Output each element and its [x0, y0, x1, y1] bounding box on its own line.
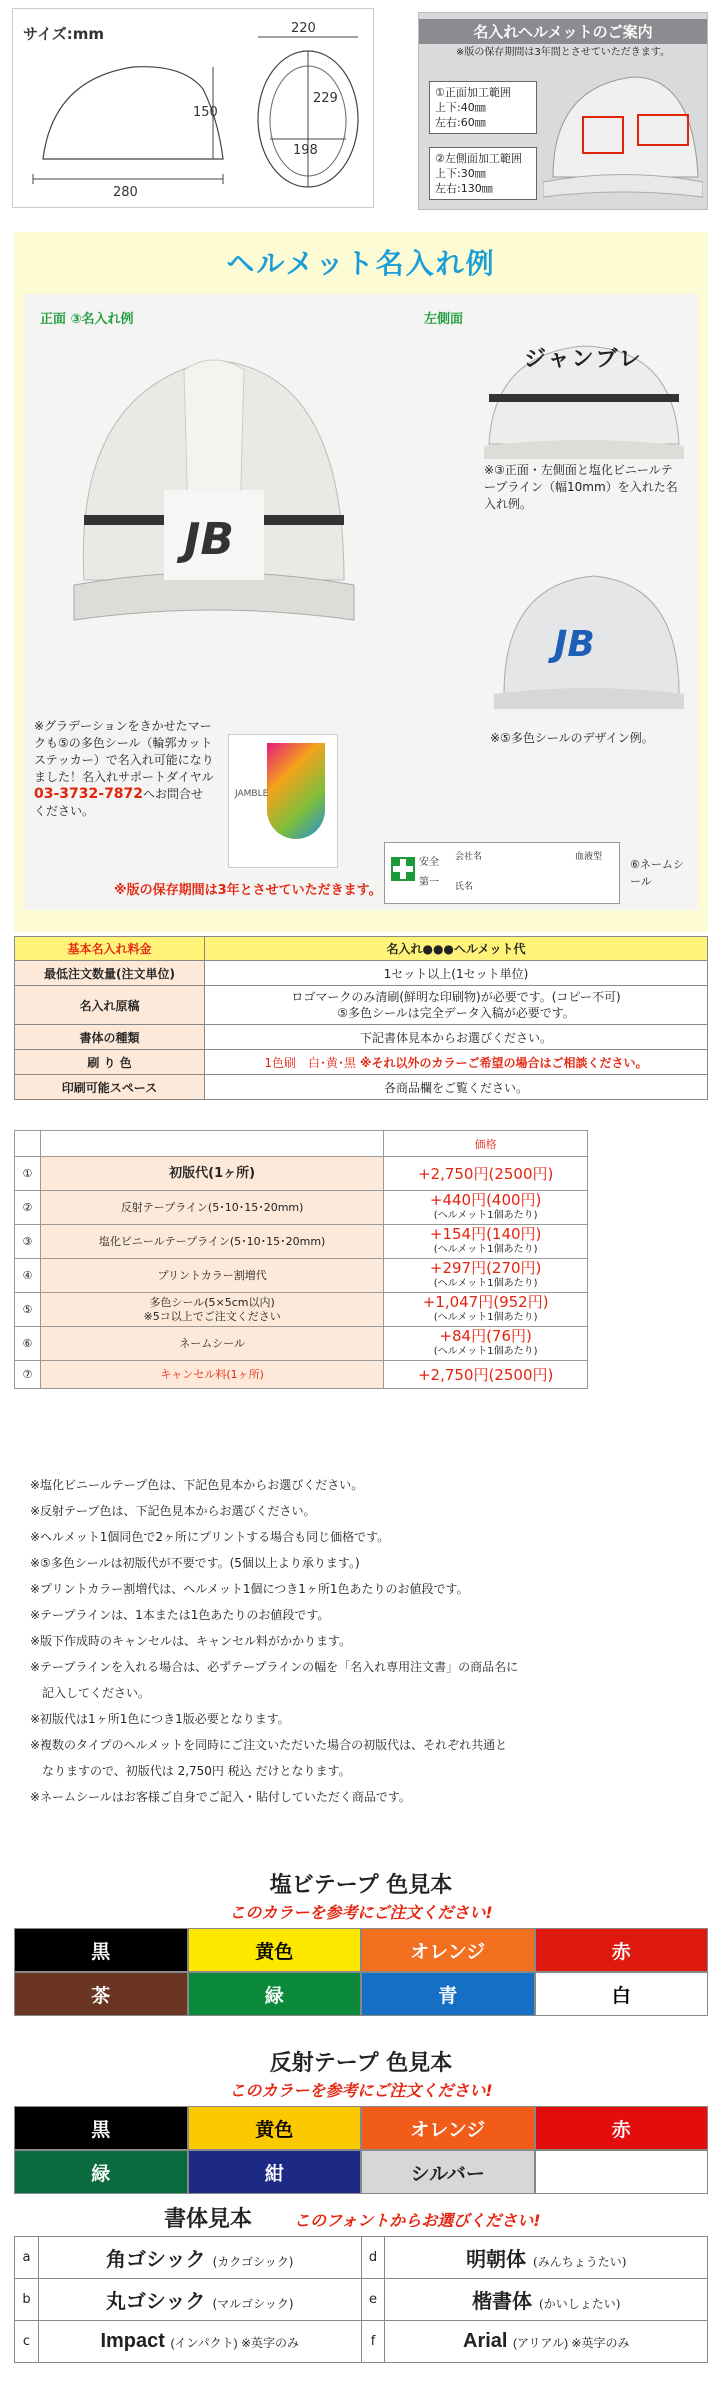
- note-line: ※複数のタイプのヘルメットを同時にご注文いただいた場合の初版代は、それぞれ共通と: [30, 1738, 508, 1752]
- font-sample-title: 書体見本: [164, 2207, 253, 2232]
- font-name: 楷書体: [472, 2289, 533, 2313]
- seal-name: 氏名: [455, 882, 474, 892]
- reflect-title: 反射テープ 色見本: [269, 2051, 453, 2076]
- note-line: ※テープラインは、1本または1色あたりのお値段です。: [30, 1608, 330, 1622]
- price-num: ③: [15, 1225, 41, 1259]
- price-sub: (ヘルメット1個あたり): [433, 1243, 538, 1255]
- spec-row: [15, 961, 708, 986]
- price-sub: (ヘルメット1個あたり): [433, 1345, 538, 1357]
- price-row: [15, 1225, 588, 1259]
- price-row: [15, 1191, 588, 1225]
- price-value: +2,750円(2500円): [384, 1157, 588, 1191]
- price-num: ④: [15, 1259, 41, 1293]
- color-swatch: 茶: [14, 1972, 188, 2016]
- jamble-text: JAMBLE: [235, 789, 269, 799]
- multicolor-logo: JB: [554, 624, 595, 665]
- font-name: 丸ゴシック: [105, 2289, 206, 2313]
- side-range-l2: 左右:130㎜: [435, 182, 493, 195]
- spec-head: 刷 り 色: [15, 1050, 205, 1075]
- seal-company: 会社名: [455, 852, 483, 862]
- spec-head: 印刷可能スペース: [15, 1075, 205, 1100]
- price-item: [40, 1293, 383, 1327]
- dim-150: 150: [193, 105, 218, 120]
- gradient-note-tail: へお問合せください。: [34, 787, 204, 818]
- front-logo: JB: [184, 514, 234, 565]
- notes-list: [30, 1472, 700, 1810]
- color-swatch: [535, 2150, 709, 2194]
- color-swatch: 黄色: [188, 1928, 362, 1972]
- gradient-note: [34, 718, 214, 820]
- font-name: 明朝体: [466, 2247, 527, 2271]
- front-range-box: [429, 81, 537, 134]
- price-row: [15, 1327, 588, 1361]
- font-sample: [38, 2321, 361, 2363]
- color-swatch: 緑: [188, 1972, 362, 2016]
- jamble-j-mark: [267, 743, 325, 839]
- front-label: 正面 ③名入れ例: [40, 312, 134, 327]
- spec-manuscript-line2: ⑤多色シールは完全データ入稿が必要です。: [337, 1006, 575, 1020]
- font-sample-header: [14, 2200, 708, 2234]
- color-swatch: オレンジ: [361, 2106, 535, 2150]
- price-value: +2,750円(2500円): [384, 1361, 588, 1389]
- side-example-note: ※③正面・左側面と塩化ビニールテープライン（幅10mm）を入れた名入れ例。: [484, 463, 678, 511]
- color-swatch: 赤: [535, 2106, 709, 2150]
- side-helmet-text: ジャンブレ: [524, 347, 643, 372]
- side-label: 左側面: [424, 312, 464, 327]
- price-main: +297円(270円): [429, 1258, 542, 1277]
- spec-value: 1セット以上(1セット単位): [205, 961, 708, 986]
- note-line: ※ヘルメット1個同色で2ヶ所にプリントする場合も同じ価格です。: [30, 1530, 390, 1544]
- price-num: ⑤: [15, 1293, 41, 1327]
- reflect-color-section: [14, 2044, 708, 2224]
- font-row: [15, 2321, 708, 2363]
- spec-head: 書体の種類: [15, 1025, 205, 1050]
- price-value: [384, 1259, 588, 1293]
- dim-280: 280: [113, 185, 138, 200]
- price-row: [15, 1259, 588, 1293]
- jamble-logo-box: [228, 734, 338, 868]
- spec-manuscript-line1: ロゴマークのみ清刷(鮮明な印刷物)が必要です。(コピー不可): [291, 990, 621, 1004]
- color-swatch: 赤: [535, 1928, 709, 1972]
- price-item: 塩化ビニールテープライン(5･10･15･20mm): [40, 1225, 383, 1259]
- spec-row: [15, 986, 708, 1025]
- font-reading: (カクゴシック): [212, 2255, 294, 2269]
- price-sub: (ヘルメット1個あたり): [433, 1311, 538, 1323]
- seal-daiichi: 第一: [419, 877, 439, 888]
- spec-row: [15, 1075, 708, 1100]
- price-main: +440円(400円): [429, 1190, 542, 1209]
- note-line: ※ネームシールはお客様ご自身でご記入・貼付していただく商品です。: [30, 1790, 411, 1804]
- note-line: ※プリントカラー割増代は、ヘルメット1個につき1ヶ所1色あたりのお値段です。: [30, 1582, 469, 1596]
- price-table: [14, 1130, 588, 1389]
- price-row: [15, 1157, 588, 1191]
- font-sample: [38, 2237, 361, 2279]
- font-sample: [385, 2279, 708, 2321]
- color-swatch: 青: [361, 1972, 535, 2016]
- spec-value: [205, 1050, 708, 1075]
- pvc-title: 塩ビテープ 色見本: [269, 1873, 453, 1898]
- color-swatch: 黄色: [188, 2106, 362, 2150]
- price-main: +1,047円(952円): [422, 1292, 549, 1311]
- font-sample: [385, 2237, 708, 2279]
- nameprint-info-panel: [418, 12, 708, 210]
- front-range-title: ①正面加工範囲: [435, 86, 511, 99]
- dim-198: 198: [293, 143, 318, 158]
- multicolor-note: ※⑤多色シールのデザイン例。: [490, 731, 654, 745]
- dim-220: 220: [291, 21, 316, 36]
- color-swatch: 紺: [188, 2150, 362, 2194]
- seal-blood: 血液型: [575, 852, 603, 862]
- nameprint-example-section: [14, 232, 708, 932]
- price-sub: (ヘルメット1個あたり): [433, 1209, 538, 1221]
- size-label: サイズ:mm: [23, 25, 105, 43]
- price-value: [384, 1293, 588, 1327]
- print-colors: 1色刷 白･黄･黒: [264, 1055, 357, 1070]
- spec-row: [15, 1025, 708, 1050]
- font-sample: [385, 2321, 708, 2363]
- front-range-l2: 左右:60㎜: [435, 116, 486, 129]
- spec-row: [15, 937, 708, 961]
- side-range-l1: 上下:30㎜: [435, 167, 486, 180]
- price-item: キャンセル料(1ヶ所): [40, 1361, 383, 1389]
- note-line: ※⑤多色シールは初版代が不要です。(5個以上より承ります。): [30, 1556, 360, 1570]
- price-row: [15, 1361, 588, 1389]
- font-reading: (アリアル) ※英字のみ: [513, 2336, 630, 2350]
- note-line: ※反射テープ色は、下記色見本からお選びください。: [30, 1504, 316, 1518]
- spec-head: 最低注文数量(注文単位): [15, 961, 205, 986]
- color-swatch: 黒: [14, 1928, 188, 1972]
- note-line: ※塩化ビニールテープ色は、下記色見本からお選びください。: [30, 1478, 364, 1492]
- front-range-l1: 上下:40㎜: [435, 101, 486, 114]
- info-note: ※版の保存期間は3年間とさせていただきます。: [456, 47, 670, 58]
- font-row: [15, 2237, 708, 2279]
- font-key: f: [361, 2321, 385, 2363]
- dim-229: 229: [313, 91, 338, 106]
- gradient-note-text: ※グラデーションをきかせたマークも⑤の多色シール（輪郭カットステッカー）で名入れ可能になりました！名入れサポートダイヤル: [34, 719, 214, 784]
- price-item: 初版代(1ヶ所): [40, 1157, 383, 1191]
- color-swatch: シルバー: [361, 2150, 535, 2194]
- font-key: d: [361, 2237, 385, 2279]
- price-num: ⑦: [15, 1361, 41, 1389]
- example-title: ヘルメット名入れ例: [226, 247, 496, 280]
- side-range-title: ②左側面加工範囲: [435, 152, 522, 165]
- spec-row: [15, 1050, 708, 1075]
- spec-table: [14, 936, 708, 1100]
- price-header-row: [15, 1131, 588, 1157]
- font-row: [15, 2279, 708, 2321]
- font-key: a: [15, 2237, 39, 2279]
- price-value: [384, 1327, 588, 1361]
- color-swatch: 白: [535, 1972, 709, 2016]
- spec-value: 各商品欄をご覧ください。: [205, 1075, 708, 1100]
- size-diagram: [12, 8, 374, 208]
- font-key: e: [361, 2279, 385, 2321]
- price-num: ②: [15, 1191, 41, 1225]
- seal-anzen: 安全: [419, 857, 439, 868]
- pvc-color-section: [14, 1866, 708, 2046]
- note-line: なりますので、初版代は 2,750円 税込 だけとなります。: [30, 1764, 351, 1778]
- price-num: ①: [15, 1157, 41, 1191]
- font-reading: (マルゴシック): [212, 2297, 294, 2311]
- font-key: b: [15, 2279, 39, 2321]
- helmet-range-image: [543, 57, 703, 207]
- price-value: [384, 1225, 588, 1259]
- name-seal-label: ⑥ネームシール: [630, 858, 684, 888]
- top-section: [0, 0, 720, 215]
- price-main: +84円(76円): [439, 1326, 532, 1345]
- price-item: 反射テープライン(5･10･15･20mm): [40, 1191, 383, 1225]
- color-swatch: オレンジ: [361, 1928, 535, 1972]
- font-reading: (かいしょたい): [539, 2297, 621, 2311]
- color-swatch: 緑: [14, 2150, 188, 2194]
- price-item-sub: ※5コ以上でご注文ください: [143, 1309, 281, 1323]
- info-title: 名入れヘルメットのご案内: [419, 19, 707, 44]
- note-line: ※初版代は1ヶ所1色につき1版必要となります。: [30, 1712, 290, 1726]
- price-item: ネームシール: [40, 1327, 383, 1361]
- spec-head: 基本名入れ料金: [15, 937, 205, 961]
- spec-value: 下記書体見本からお選びください。: [205, 1025, 708, 1050]
- note-line: 記入してください。: [30, 1686, 151, 1700]
- example-photo-area: [24, 294, 698, 910]
- font-sample: [38, 2279, 361, 2321]
- price-value: [384, 1191, 588, 1225]
- name-seal-image: [384, 842, 620, 904]
- note-line: ※テープラインを入れる場合は、必ずテープラインの幅を「名入れ専用注文書」の商品名に: [30, 1660, 519, 1674]
- price-item-main: 多色シール(5×5cm以内): [149, 1295, 275, 1309]
- font-reading: (みんちょうたい): [533, 2255, 627, 2269]
- keep-period-note: ※版の保存期間は3年とさせていただきます。: [114, 883, 382, 898]
- font-sample-subtitle: このフォントからお選びください!: [294, 2211, 541, 2230]
- font-name: Impact: [100, 2330, 165, 2352]
- spec-head: 名入れ原稿: [15, 986, 205, 1025]
- support-phone: 03-3732-7872: [34, 786, 144, 802]
- spec-value: 名入れ●●●ヘルメット代: [205, 937, 708, 961]
- font-name: Arial: [463, 2330, 508, 2352]
- font-sample-table: [14, 2236, 708, 2363]
- font-reading: (インパクト) ※英字のみ: [170, 2336, 300, 2350]
- reflect-subtitle: このカラーを参考にご注文ください!: [229, 2081, 493, 2100]
- price-main: +154円(140円): [429, 1224, 542, 1243]
- green-cross-icon: [391, 857, 415, 881]
- font-name: 角ゴシック: [106, 2247, 206, 2271]
- font-key: c: [15, 2321, 39, 2363]
- price-header: 価格: [384, 1131, 588, 1157]
- front-helmet-image: [64, 330, 364, 670]
- price-num: ⑥: [15, 1327, 41, 1361]
- note-line: ※版下作成時のキャンセルは、キャンセル料がかかります。: [30, 1634, 352, 1648]
- print-colors-note: ※それ以外のカラーご希望の場合はご相談ください。: [359, 1055, 648, 1070]
- color-swatch: 黒: [14, 2106, 188, 2150]
- side-range-box: [429, 147, 537, 200]
- price-sub: (ヘルメット1個あたり): [433, 1277, 538, 1289]
- price-row: [15, 1293, 588, 1327]
- pvc-subtitle: このカラーを参考にご注文ください!: [229, 1903, 493, 1922]
- spec-value: [205, 986, 708, 1025]
- price-item: プリントカラー割増代: [40, 1259, 383, 1293]
